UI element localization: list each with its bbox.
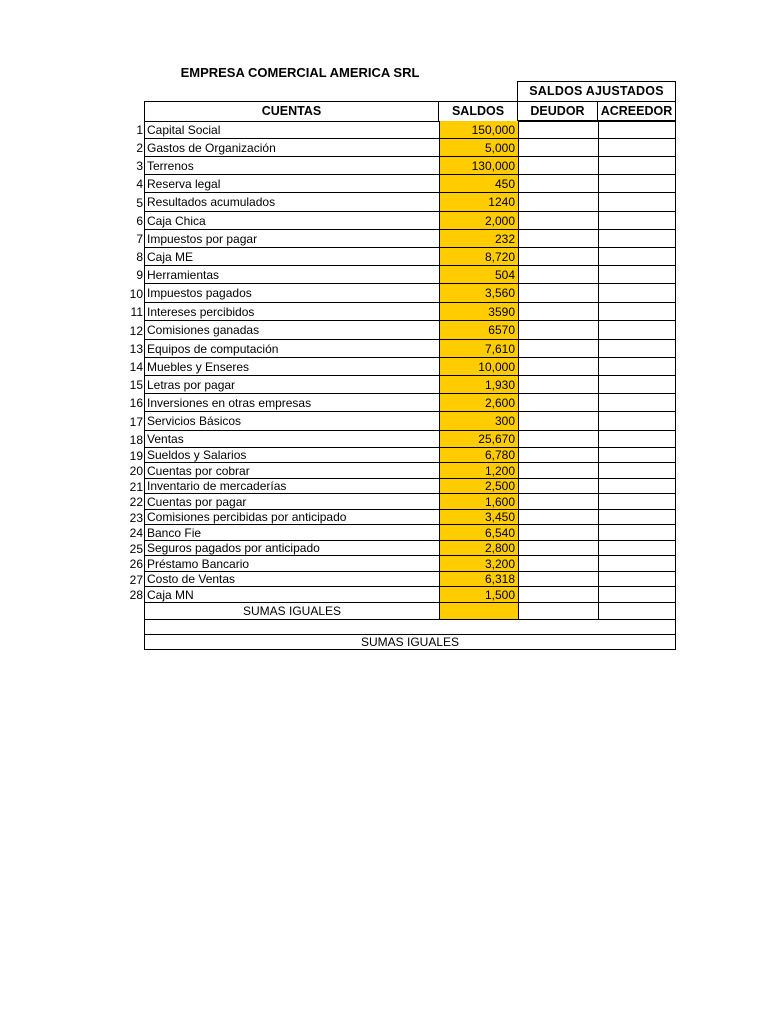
account-saldo: 3590 <box>439 303 518 321</box>
deudor-cell <box>518 266 598 284</box>
account-saldo: 3,200 <box>439 556 518 572</box>
row-number: 20 <box>129 464 143 478</box>
account-name: Intereses percibidos <box>144 303 439 321</box>
account-name: Terrenos <box>144 157 439 175</box>
account-saldo: 1,500 <box>439 587 518 603</box>
deudor-cell <box>518 193 598 212</box>
row-number: 13 <box>129 342 143 356</box>
account-saldo: 3,560 <box>439 284 518 303</box>
deudor-cell <box>518 479 598 494</box>
row-number: 26 <box>129 557 143 571</box>
table-row <box>120 340 676 358</box>
table-row <box>120 193 676 212</box>
account-saldo: 300 <box>439 412 518 431</box>
acreedor-cell <box>598 321 676 340</box>
table-row <box>120 303 676 321</box>
row-number: 10 <box>129 286 143 301</box>
table-row <box>120 556 676 572</box>
acreedor-cell <box>598 412 676 431</box>
blank-row <box>144 620 676 635</box>
deudor-cell <box>518 303 598 321</box>
account-saldo: 5,000 <box>439 139 518 157</box>
account-saldo: 130,000 <box>439 157 518 175</box>
row-number: 23 <box>129 510 143 525</box>
table-row <box>120 525 676 541</box>
table-row <box>120 121 676 139</box>
deudor-cell <box>518 248 598 266</box>
table-row <box>120 510 676 525</box>
sumas-row-1 <box>144 603 676 620</box>
acreedor-cell <box>598 157 676 175</box>
header-saldos-ajustados: SALDOS AJUSTADOS <box>517 81 676 102</box>
acreedor-cell <box>598 340 676 358</box>
table-row <box>120 541 676 556</box>
deudor-cell <box>518 212 598 230</box>
account-name: Banco Fie <box>144 525 439 541</box>
deudor-cell <box>518 284 598 303</box>
row-number: 16 <box>129 396 143 410</box>
acreedor-cell <box>598 266 676 284</box>
table-row <box>120 248 676 266</box>
header-deudor: DEUDOR <box>517 101 598 122</box>
row-number: 15 <box>129 378 143 392</box>
account-saldo: 504 <box>439 266 518 284</box>
account-name: Servicios Básicos <box>144 412 439 431</box>
table-row <box>120 479 676 494</box>
sumas-deudor-cell <box>518 603 598 620</box>
sumas-acreedor-cell <box>598 603 676 620</box>
table-row <box>120 394 676 412</box>
acreedor-cell <box>598 284 676 303</box>
account-saldo: 6570 <box>439 321 518 340</box>
row-number: 25 <box>129 541 143 556</box>
table-row <box>120 230 676 248</box>
account-saldo: 1240 <box>439 193 518 212</box>
acreedor-cell <box>598 212 676 230</box>
table-row <box>120 448 676 463</box>
acreedor-cell <box>598 463 676 479</box>
row-number: 12 <box>129 323 143 338</box>
deudor-cell <box>518 394 598 412</box>
account-saldo: 2,000 <box>439 212 518 230</box>
account-name: Seguros pagados por anticipado <box>144 541 439 556</box>
account-name: Caja Chica <box>144 212 439 230</box>
account-name: Costo de Ventas <box>144 572 439 587</box>
account-saldo: 450 <box>439 175 518 193</box>
row-number: 6 <box>136 214 143 228</box>
row-number: 11 <box>130 305 143 319</box>
deudor-cell <box>518 157 598 175</box>
deudor-cell <box>518 572 598 587</box>
row-number: 19 <box>129 448 143 463</box>
table-row <box>120 412 676 431</box>
acreedor-cell <box>598 510 676 525</box>
account-name: Cuentas por pagar <box>144 494 439 510</box>
acreedor-cell <box>598 248 676 266</box>
account-name: Resultados acumulados <box>144 193 439 212</box>
account-saldo: 2,500 <box>439 479 518 494</box>
acreedor-cell <box>598 541 676 556</box>
account-saldo: 2,800 <box>439 541 518 556</box>
account-name: Capital Social <box>144 121 439 139</box>
header-acreedor: ACREEDOR <box>597 101 676 122</box>
account-name: Inventario de mercaderías <box>144 479 439 494</box>
deudor-cell <box>518 463 598 479</box>
account-name: Letras por pagar <box>144 376 439 394</box>
table-row <box>120 284 676 303</box>
row-number: 24 <box>129 526 143 540</box>
row-number: 3 <box>136 159 143 173</box>
deudor-cell <box>518 556 598 572</box>
deudor-cell <box>518 230 598 248</box>
account-name: Sueldos y Salarios <box>144 448 439 463</box>
deudor-cell <box>518 139 598 157</box>
account-saldo: 1,600 <box>439 494 518 510</box>
account-saldo: 150,000 <box>439 121 518 139</box>
deudor-cell <box>518 431 598 448</box>
row-number: 5 <box>136 195 143 210</box>
report-title: EMPRESA COMERCIAL AMERICA SRL <box>180 65 420 80</box>
account-saldo: 7,610 <box>439 340 518 358</box>
row-number: 21 <box>129 479 143 494</box>
account-saldo: 1,930 <box>439 376 518 394</box>
deudor-cell <box>518 376 598 394</box>
row-number: 1 <box>136 123 143 137</box>
acreedor-cell <box>598 479 676 494</box>
account-name: Comisiones percibidas por anticipado <box>144 510 439 525</box>
account-name: Muebles y Enseres <box>144 358 439 376</box>
account-saldo: 6,540 <box>439 525 518 541</box>
acreedor-cell <box>598 556 676 572</box>
header-cuentas: CUENTAS <box>144 101 439 122</box>
account-name: Inversiones en otras empresas <box>144 394 439 412</box>
deudor-cell <box>518 340 598 358</box>
account-saldo: 6,318 <box>439 572 518 587</box>
account-name: Comisiones ganadas <box>144 321 439 340</box>
header-saldos: SALDOS <box>438 101 518 122</box>
row-number: 9 <box>136 268 143 282</box>
deudor-cell <box>518 358 598 376</box>
acreedor-cell <box>598 303 676 321</box>
account-saldo: 6,780 <box>439 448 518 463</box>
account-saldo: 8,720 <box>439 248 518 266</box>
deudor-cell <box>518 494 598 510</box>
deudor-cell <box>518 412 598 431</box>
deudor-cell <box>518 321 598 340</box>
acreedor-cell <box>598 193 676 212</box>
table-row <box>120 212 676 230</box>
row-number: 18 <box>129 432 143 447</box>
deudor-cell <box>518 525 598 541</box>
table-row <box>120 157 676 175</box>
account-name: Cuentas por cobrar <box>144 463 439 479</box>
table-row <box>120 321 676 340</box>
account-name: Herramientas <box>144 266 439 284</box>
account-saldo: 3,450 <box>439 510 518 525</box>
row-number: 17 <box>129 414 143 429</box>
account-saldo: 25,670 <box>439 431 518 448</box>
table-row <box>120 175 676 193</box>
table-row <box>120 494 676 510</box>
account-name: Impuestos por pagar <box>144 230 439 248</box>
account-name: Caja ME <box>144 248 439 266</box>
acreedor-cell <box>598 376 676 394</box>
row-number: 2 <box>136 141 143 155</box>
row-number: 8 <box>136 250 143 264</box>
account-name: Gastos de Organización <box>144 139 439 157</box>
deudor-cell <box>518 175 598 193</box>
account-name: Préstamo Bancario <box>144 556 439 572</box>
account-saldo: 10,000 <box>439 358 518 376</box>
table-row <box>120 587 676 603</box>
acreedor-cell <box>598 358 676 376</box>
acreedor-cell <box>598 572 676 587</box>
account-name: Caja MN <box>144 587 439 603</box>
account-name: Equipos de computación <box>144 340 439 358</box>
deudor-cell <box>518 510 598 525</box>
row-number: 7 <box>136 232 143 246</box>
account-saldo: 232 <box>439 230 518 248</box>
acreedor-cell <box>598 525 676 541</box>
blank-cell <box>144 620 676 635</box>
acreedor-cell <box>598 394 676 412</box>
row-number: 27 <box>129 572 143 587</box>
sumas-row-2 <box>144 635 676 650</box>
table-row <box>120 572 676 587</box>
account-name: Impuestos pagados <box>144 284 439 303</box>
table-row <box>120 139 676 157</box>
table-row <box>120 431 676 448</box>
deudor-cell <box>518 587 598 603</box>
sumas-label-2: SUMAS IGUALES <box>144 635 676 650</box>
acreedor-cell <box>598 230 676 248</box>
row-number: 4 <box>136 177 143 191</box>
row-number: 22 <box>129 495 143 509</box>
table-row <box>120 376 676 394</box>
row-number: 14 <box>129 360 143 374</box>
acreedor-cell <box>598 431 676 448</box>
deudor-cell <box>518 121 598 139</box>
acreedor-cell <box>598 448 676 463</box>
acreedor-cell <box>598 175 676 193</box>
sumas-saldo-cell <box>439 603 518 620</box>
acreedor-cell <box>598 121 676 139</box>
deudor-cell <box>518 448 598 463</box>
table-row <box>120 463 676 479</box>
account-saldo: 1,200 <box>439 463 518 479</box>
acreedor-cell <box>598 494 676 510</box>
account-name: Ventas <box>144 431 439 448</box>
table-row <box>120 358 676 376</box>
acreedor-cell <box>598 139 676 157</box>
sumas-label: SUMAS IGUALES <box>144 603 439 620</box>
acreedor-cell <box>598 587 676 603</box>
deudor-cell <box>518 541 598 556</box>
row-number: 28 <box>129 588 143 602</box>
account-saldo: 2,600 <box>439 394 518 412</box>
table-row <box>120 266 676 284</box>
account-name: Reserva legal <box>144 175 439 193</box>
